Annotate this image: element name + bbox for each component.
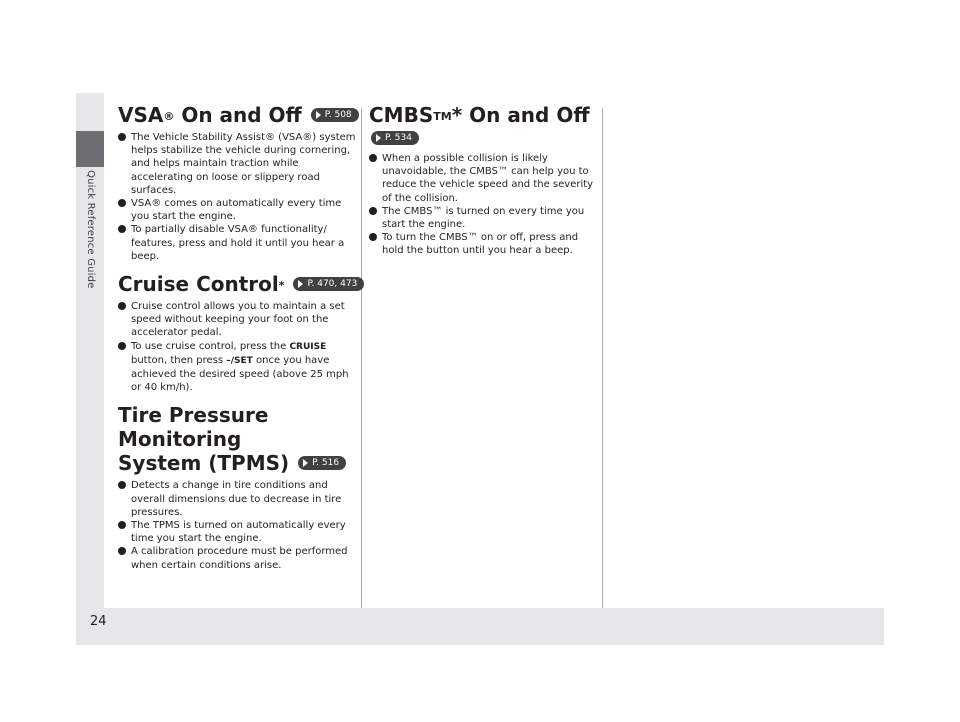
vsa-title-text: VSA [118,103,164,127]
cruise-bullet-list [118,300,358,394]
section-title-vsa [118,103,358,127]
list-item [118,197,358,223]
bullet-dot [118,481,126,489]
bullet-dot [118,521,126,529]
bullet-dot [118,342,126,350]
cruise-title-sup: * [278,279,285,293]
tpms-bullet-list [118,479,358,571]
set-button-keyword: –/SET [226,355,253,366]
page-number: 24 [90,614,107,629]
section-cmbs [369,103,601,258]
section-vsa [118,103,358,263]
tpms-title-line1: Tire Pressure Monitoring [118,403,269,452]
bullet-dot [118,133,126,141]
bullet-dot [118,302,126,310]
list-item-text: VSA® comes on automatically every time you start the engine. [131,198,342,223]
sidebar-label [82,170,100,290]
list-item-text: button, then press [131,354,227,366]
section-tpms [118,403,358,571]
bullet-dot [118,199,126,207]
column-left [118,103,358,581]
bullet-dot [118,225,126,233]
section-cruise-control [118,272,358,394]
list-item-text: When a possible collision is likely unavoidable, the CMBS™ can help you to reduce the vehicle speed and the severity of the collision. [382,153,594,204]
bullet-dot [118,547,126,555]
list-item-text: Cruise control allows you to maintain a set speed without keeping your foot on the accelerator pedal. [131,301,345,339]
cmbs-title-text: CMBS [369,103,434,127]
cmbs-bullet-list [369,152,601,258]
list-item [118,519,358,545]
vsa-bullet-list [118,131,358,263]
list-item-text: A calibration procedure must be performed when certain conditions arise. [131,546,348,571]
page-ref-link-cmbs[interactable]: P. 534 [371,131,419,145]
list-item [118,223,358,263]
list-item [369,231,601,257]
list-item [118,545,358,571]
bullet-dot [369,154,377,162]
vsa-title-sup: ® [163,110,175,123]
list-item-text: To use cruise control, press the [131,340,290,352]
vsa-title-rest: On and Off [174,103,302,127]
side-tab-marker [76,131,104,167]
page-ref-link-tpms[interactable]: P. 516 [298,456,346,470]
cmbs-title-sup: TM [433,110,452,123]
list-item [118,340,358,395]
column-divider-right [602,108,603,608]
section-title-cmbs [369,103,601,127]
list-item-text: The CMBS™ is turned on every time you start the engine. [382,205,585,231]
list-item-text: The TPMS is turned on automatically every time you start the engine. [131,520,346,545]
sidebar-label-text: Quick Reference Guide [85,170,96,289]
list-item [369,205,601,231]
list-item [118,479,358,519]
list-item-text: once you have achieved the desired speed (above 25 mph or 40 km/h). [131,354,349,394]
bullet-dot [369,207,377,215]
cruise-title-text: Cruise Control [118,272,279,297]
tpms-title-line2: System (TPMS) [118,451,290,476]
list-item-text: Detects a change in tire conditions and overall dimensions due to decrease in tire pressures. [131,480,342,518]
list-item [118,131,358,197]
list-item [118,300,358,340]
cmbs-ref-line [369,129,601,148]
list-item-text: The Vehicle Stability Assist® (VSA®) system helps stabilize the vehicle during cornering, and helps maintain traction while accelerating on loose or slippery road surfaces. [131,132,356,196]
page-ref-link-cruise[interactable]: P. 470, 473 [293,277,364,291]
list-item-text: To turn the CMBS™ on or off, press and hold the button until you hear a beep. [382,232,579,257]
section-title-cruise-control [118,272,358,296]
cruise-button-keyword: CRUISE [289,341,327,352]
column-divider-left [361,108,362,608]
list-item-text: To partially disable VSA® functionality/ features, press and hold it until you hear a beep. [131,224,345,262]
column-middle [369,103,601,267]
cmbs-title-rest: * On and Off [451,103,590,127]
list-item [369,152,601,205]
page-ref-link-vsa[interactable]: P. 508 [311,108,359,122]
section-title-tpms [118,403,358,475]
footer-band [76,608,884,645]
bullet-dot [369,233,377,241]
